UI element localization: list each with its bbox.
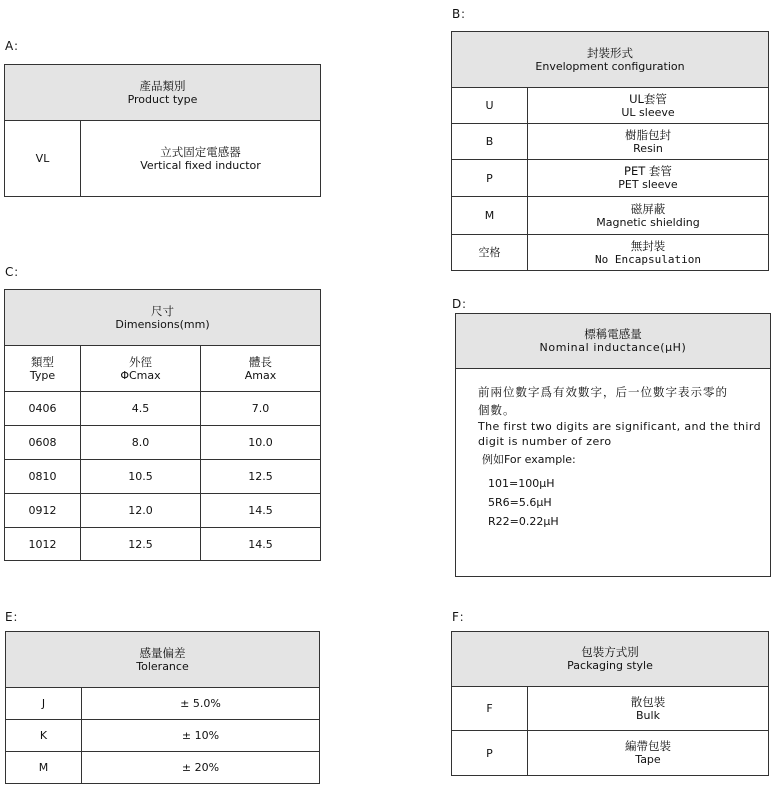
column-en: ΦCmax bbox=[120, 368, 161, 382]
description-en: UL sleeve bbox=[621, 105, 675, 119]
type-cell: 1012 bbox=[5, 528, 81, 561]
table-row bbox=[452, 124, 769, 160]
dimensions-header bbox=[5, 290, 321, 346]
diameter-cell: 12.5 bbox=[81, 528, 201, 561]
code-cell: P bbox=[452, 731, 528, 776]
header-en: Tolerance bbox=[136, 659, 189, 673]
code-cell: F bbox=[452, 687, 528, 731]
tolerance-table bbox=[5, 631, 320, 784]
description-en: No Encapsulation bbox=[595, 252, 701, 266]
section-e-label: E： bbox=[5, 610, 25, 624]
section-f-label: F： bbox=[452, 610, 471, 624]
length-cell: 10.0 bbox=[201, 426, 321, 460]
diameter-cell: 12.0 bbox=[81, 494, 201, 528]
column-header-length bbox=[201, 346, 321, 392]
description-cell bbox=[81, 121, 321, 197]
description-en: PET sleeve bbox=[618, 178, 678, 191]
description-zh: 磁屏蔽 bbox=[630, 201, 666, 216]
section-a-label: A： bbox=[5, 39, 26, 53]
type-cell: 0912 bbox=[5, 494, 81, 528]
packaging-header bbox=[452, 632, 769, 687]
header-en: Dimensions(mm) bbox=[115, 317, 210, 331]
code-cell: P bbox=[452, 160, 528, 197]
header-en: Envelopment configuration bbox=[535, 59, 685, 73]
description-en: Magnetic shielding bbox=[596, 215, 700, 229]
code-cell: K bbox=[6, 720, 82, 752]
tolerance-value-cell: ± 5.0% bbox=[82, 688, 320, 720]
example-item: 5R6=5.6μH bbox=[488, 496, 552, 509]
code-cell: J bbox=[6, 688, 82, 720]
column-zh: 體長 bbox=[249, 354, 272, 369]
code-cell: M bbox=[6, 752, 82, 784]
code-cell: B bbox=[452, 124, 528, 160]
example-item: R22=0.22μH bbox=[488, 515, 559, 528]
example-label: 例如For example: bbox=[482, 453, 576, 466]
description-zh: 編帶包裝 bbox=[625, 739, 671, 753]
description-cell bbox=[528, 197, 769, 235]
table-row bbox=[452, 197, 769, 235]
description-zh: 立式固定電感器 bbox=[160, 144, 241, 159]
description-zh: 樹脂包封 bbox=[625, 127, 671, 142]
envelopment-header bbox=[452, 32, 769, 88]
description-en: Vertical fixed inductor bbox=[140, 158, 261, 172]
header-zh: 感量偏差 bbox=[139, 645, 186, 660]
description-cell bbox=[528, 124, 769, 160]
inductance-description bbox=[456, 369, 771, 577]
type-cell: 0608 bbox=[5, 426, 81, 460]
code-cell: 空格 bbox=[452, 235, 528, 271]
description-zh-line: 前兩位數字爲有效數字，后一位數字表示零的 bbox=[478, 385, 728, 399]
table-row bbox=[5, 494, 321, 528]
example-item: 101=100μH bbox=[488, 477, 555, 490]
column-en: Amax bbox=[244, 368, 277, 382]
header-en: Packaging style bbox=[567, 659, 653, 672]
tolerance-value-cell: ± 10% bbox=[82, 720, 320, 752]
code-cell: VL bbox=[5, 121, 81, 197]
description-en: Tape bbox=[635, 753, 661, 766]
header-zh: 包裝方式別 bbox=[581, 645, 639, 659]
description-zh: 散包裝 bbox=[630, 694, 666, 709]
column-en: Type bbox=[29, 368, 56, 382]
code-cell: M bbox=[452, 197, 528, 235]
header-en: Product type bbox=[127, 92, 198, 106]
column-zh: 外徑 bbox=[129, 354, 152, 369]
table-row bbox=[452, 235, 769, 271]
diameter-cell: 8.0 bbox=[81, 426, 201, 460]
description-cell bbox=[528, 88, 769, 124]
header-en: Nominal inductance(μH) bbox=[539, 341, 687, 354]
description-cell bbox=[528, 235, 769, 271]
table-row bbox=[6, 720, 320, 752]
table-row bbox=[5, 121, 321, 197]
tolerance-value-cell: ± 20% bbox=[82, 752, 320, 784]
table-row bbox=[5, 460, 321, 494]
type-cell: 0406 bbox=[5, 392, 81, 426]
description-cell bbox=[528, 731, 769, 776]
column-zh: 類型 bbox=[31, 354, 54, 369]
section-d-label: D： bbox=[452, 297, 474, 311]
product-type-table bbox=[4, 64, 321, 197]
column-header-type bbox=[5, 346, 81, 392]
diameter-cell: 4.5 bbox=[81, 392, 201, 426]
table-row bbox=[6, 688, 320, 720]
tolerance-header bbox=[6, 632, 320, 688]
table-row bbox=[452, 88, 769, 124]
column-header-diameter bbox=[81, 346, 201, 392]
header-zh: 標稱電感量 bbox=[584, 327, 642, 341]
length-cell: 14.5 bbox=[201, 528, 321, 561]
section-b-label: B： bbox=[452, 7, 473, 21]
table-row bbox=[5, 426, 321, 460]
table-row bbox=[452, 731, 769, 776]
table-row bbox=[5, 392, 321, 426]
description-zh: PET 套管 bbox=[624, 164, 672, 178]
nominal-inductance-table bbox=[455, 313, 771, 577]
dimensions-table bbox=[4, 289, 321, 561]
description-cell bbox=[528, 160, 769, 197]
header-zh: 封裝形式 bbox=[587, 45, 633, 60]
description-cell bbox=[528, 687, 769, 731]
type-cell: 0810 bbox=[5, 460, 81, 494]
description-en: Bulk bbox=[636, 708, 660, 722]
description-zh: UL套管 bbox=[629, 91, 667, 106]
table-row bbox=[6, 752, 320, 784]
table-row bbox=[452, 160, 769, 197]
product-type-header bbox=[5, 65, 321, 121]
diameter-cell: 10.5 bbox=[81, 460, 201, 494]
header-zh: 產品類別 bbox=[139, 78, 186, 93]
code-cell: U bbox=[452, 88, 528, 124]
packaging-table bbox=[451, 631, 769, 776]
table-row bbox=[452, 687, 769, 731]
section-c-label: C： bbox=[5, 265, 26, 279]
description-en-line: digit is number of zero bbox=[478, 435, 612, 448]
description-en: Resin bbox=[633, 141, 663, 155]
description-zh-line: 個數。 bbox=[478, 403, 516, 417]
length-cell: 7.0 bbox=[201, 392, 321, 426]
header-zh: 尺寸 bbox=[151, 303, 174, 318]
table-row bbox=[5, 528, 321, 561]
nominal-inductance-header bbox=[456, 314, 771, 369]
description-zh: 無封裝 bbox=[630, 238, 666, 253]
length-cell: 12.5 bbox=[201, 460, 321, 494]
column-header-row bbox=[5, 346, 321, 392]
description-en-line: The first two digits are significant, and the third bbox=[478, 420, 761, 433]
length-cell: 14.5 bbox=[201, 494, 321, 528]
envelopment-table bbox=[451, 31, 769, 271]
